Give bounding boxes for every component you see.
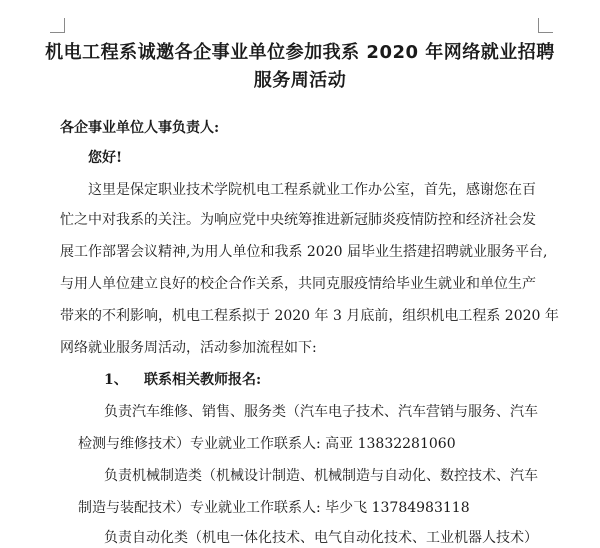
contact-line: 制造与装配技术）专业就业工作联系人: 毕少飞 13784983118 [78,500,470,516]
contact-line: 负责自动化类（机电一体化技术、电气自动化技术、工业机器人技术） [104,530,538,546]
contact-line: 负责汽车维修、销售、服务类（汽车电子技术、汽车营销与服务、汽车 [104,404,538,420]
contact-line: 检测与维修技术）专业就业工作联系人: 高亚 13832281060 [78,436,456,452]
contact-line: 负责机械制造类（机械设计制造、机械制造与自动化、数控技术、汽车 [104,468,538,484]
document-title-line-2: 服务周活动 [253,70,347,91]
page-margin-corner-top-left [50,18,65,33]
page-margin-corner-top-right [538,18,553,33]
salutation: 各企事业单位人事负责人: [60,120,220,136]
paragraph-line: 忙之中对我系的关注。为响应党中央统筹推进新冠肺炎疫情防控和经济社会发 [60,212,536,228]
paragraph-line: 带来的不利影响，机电工程系拟于 2020 年 3 月底前，组织机电工程系 2020 年 [60,308,559,324]
paragraph-line: 与用人单位建立良好的校企合作关系，共同克服疫情给毕业生就业和单位生产 [60,276,536,292]
document-title-line-1: 机电工程系诚邀各企事业单位参加我系 2020 年网络就业招聘 [45,42,555,63]
section-title: 联系相关教师报名: [144,372,262,388]
paragraph-line: 展工作部署会议精神,为用人单位和我系 2020 届毕业生搭建招聘就业服务平台, [60,244,548,260]
greeting: 您好! [88,150,123,166]
section-number: 1、 [104,372,128,388]
paragraph-line: 网络就业服务周活动，活动参加流程如下: [60,340,317,356]
paragraph-line: 这里是保定职业技术学院机电工程系就业工作办公室，首先，感谢您在百 [88,182,536,198]
